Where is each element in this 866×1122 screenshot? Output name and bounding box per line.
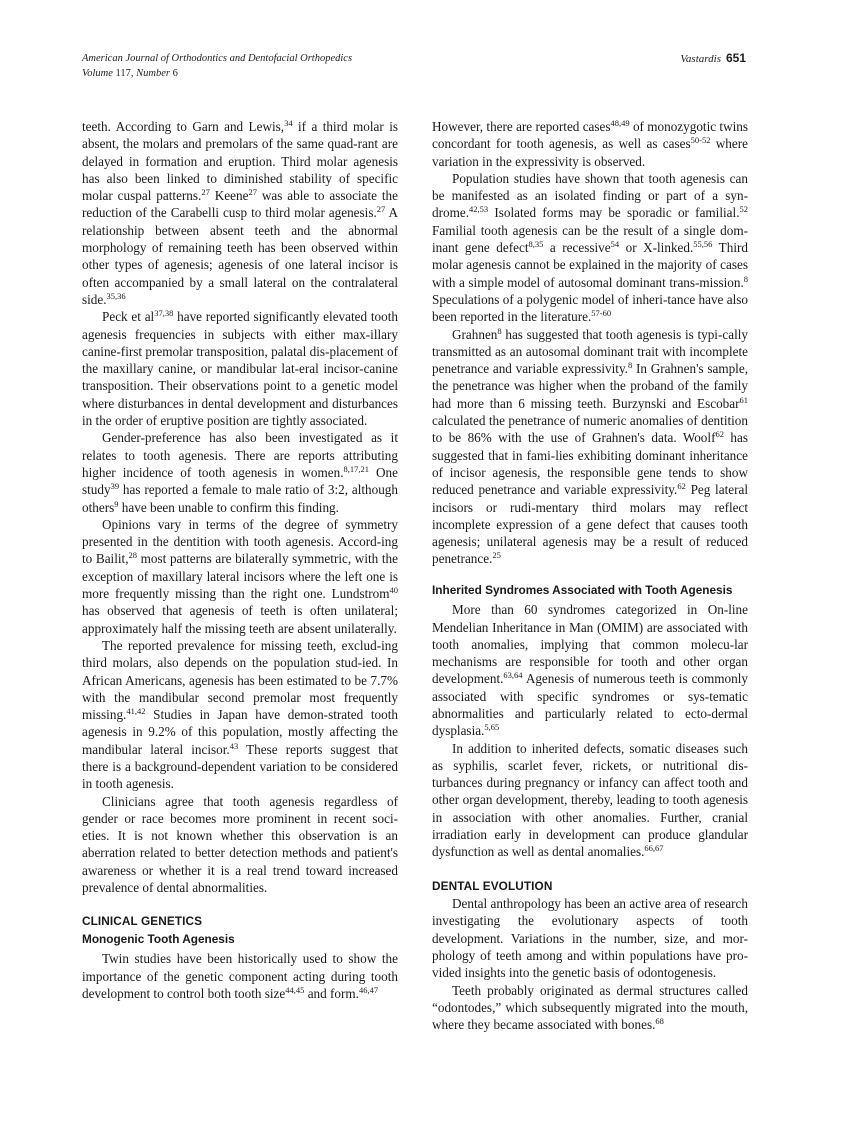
- subsection-heading-inherited-syndromes: Inherited Syndromes Associated with Tooth Agenesis: [432, 582, 733, 597]
- paragraph: However, there are reported cases$^{48,49}$ of monozygotic twins concordant for tooth agenesis, as well as cases$^{50-52}$ where variation in the expressivity is observed.: [432, 118, 748, 169]
- paragraph: Opinions vary in terms of the degree of symmetry presented in the dentition with tooth agenesis. Accord-ing to Bailit,$^{28}$ most patterns are bilaterally symmetric, with the exception of maxillary lateral incisors where the left one is more frequently missing than the right one. Lundstrom$^{40}$ has observed that agenesis of teeth is often unilateral; approximately half the missing teeth are absent unilaterally.: [82, 516, 398, 636]
- right-column: [432, 118, 748, 1034]
- running-header: [82, 51, 746, 81]
- paragraph: Dental anthropology has been an active area of research investigating the evolutionary aspects of tooth development. Variations in the number, size, and mor-phology of teeth among and within populations have pro-vided insights into the genetic basis of odontogenesis.: [432, 896, 748, 981]
- journal-title: American Journal of Orthodontics and Dentofacial Orthopedics: [82, 53, 353, 64]
- paragraph: Peck et al$^{37,38}$ have reported significantly elevated tooth agenesis frequencies in subjects with either max-illary canine-first premolar transposition, palatal dis-placement of the maxillary canine, or mandibular lat-eral incisor-canine transposition. Their observations point to a genetic model where disturbances in dental development and disturbances in the order of eruptive position are tightly associated.: [82, 308, 398, 429]
- page-number: 651: [725, 51, 746, 65]
- paragraph: Population studies have shown that tooth agenesis can be manifested as an isolated finding or part of a syn-drome.$^{42,53}$ Isolated forms may be sporadic or familial.$^{52}$ Familial tooth agenesis can be the result of a single dom-inant gene defect$^{8,35}$ a recessive$^{54}$ or X-linked.$^{55,56}$ Third molar agenesis cannot be explained in the majority of cases with a simple model of autosomal dominant trans-mission.$^8$ Speculations of a polygenic model of inheri-tance have also been reported in the literature.$^{57-60}$: [432, 170, 748, 325]
- subsection-heading-monogenic: Monogenic Tooth Agenesis: [82, 931, 235, 946]
- paragraph: Gender-preference has also been investigated as it relates to tooth agenesis. There are reports attributing higher incidence of tooth agenesis in women.$^{8,17,21}$ One study$^{39}$ has reported a female to male ratio of 3:2, although others$^9$ have been unable to confirm this finding.: [82, 430, 398, 515]
- volume-issue: Volume 117, Number 6: [82, 68, 178, 79]
- section-heading-dental-evolution: DENTAL EVOLUTION: [432, 878, 553, 893]
- paragraph: Twin studies have been historically used to show the importance of the genetic component acting during tooth development to control both tooth size$^{44,45}$ and form.$^{46,47}$: [82, 951, 398, 1001]
- paragraph: Teeth probably originated as dermal structures called “odontodes,” which subsequently migrated into the mouth, where they became associated with bones.$^{68}$: [432, 982, 748, 1033]
- paragraph: In addition to inherited defects, somatic diseases such as syphilis, scarlet fever, rickets, or nutritional dis-turbances during pregnancy or infancy can affect tooth and other organ development, thereby, leading to tooth agenesis in association with other anomalies. Further, cranial irradiation early in development can produce glandular dysfunction as well as dental anomalies.$^{66,67}$: [432, 740, 748, 860]
- paragraph: Grahnen$^8$ has suggested that tooth agenesis is typi-cally transmitted as an autosomal dominant trait with incomplete penetrance and variable expressivity.$^8$ In Grahnen's sample, the penetrance was higher when the proband of the family had more than 6 missing teeth. Burzynski and Escobar$^{61}$ calculated the penetrance of numeric anomalies of dentition to be 86% with the use of Grahnen's data. Woolf$^{62}$ has suggested that in fami-lies exhibiting dominant inheritance of incisor agenesis, the responsible gene tends to show reduced penetrance and variable expressivity.$^{62}$ Peg lateral incisors or rudi-mentary third molars may reflect incomplete expression of a gene defect that causes tooth agenesis; unilateral agenesis may be a result of reduced penetrance.$^{25}$: [432, 325, 749, 567]
- author-name: Vastardis: [680, 53, 721, 65]
- paragraph: Clinicians agree that tooth agenesis regardless of gender or race becomes more prominent in recent soci-eties. It is not known whether this observation is an aberration related to better detection methods and patient's awareness or whether it is a real trend toward increased prevalence of dental abnormalities.: [82, 793, 398, 896]
- paragraph: The reported prevalence for missing teeth, exclud-ing third molars, also depends on the population stud-ied. In African Americans, agenesis has been estimated to be 7.7% with the mandibular second premolar most frequently missing.$^{41,42}$ Studies in Japan have demon-strated tooth agenesis in 9.2% of this population, mostly affecting the mandibular lateral incisor.$^{43}$ These reports suggest that there is a background-dependent variation to be considered in tooth agenesis.: [82, 637, 398, 792]
- left-column: [82, 118, 398, 1002]
- paragraph: More than 60 syndromes categorized in On-line Mendelian Inheritance in Man (OMIM) are associated with tooth anomalies, implying that common molecu-lar mechanisms are responsible for tooth and other organ development.$^{63,64}$ Agenesis of numerous teeth is commonly associated with specific syndromes or sys-tematic abnormalities and particularly related to ecto-dermal dysplasia.$^{5,65}$: [432, 602, 748, 739]
- section-heading-clinical-genetics: CLINICAL GENETICS: [82, 914, 203, 929]
- paragraph: teeth. According to Garn and Lewis,$^{34}$ if a third molar is absent, the molars and premolars of the same quad-rant are delayed in formation and eruption. Third molar agenesis has also been linked to diminished stability of specific molar cuspal patterns.$^{27}$ Keene$^{27}$ was able to associate the reduction of the Carabelli cusp to third molar agenesis.$^{27}$ A relationship between absent teeth and the abnormal morphology of remaining teeth has been observed within other types of agenesis; agenesis of one lateral incisor is often accompanied by a small lateral on the contralateral side.$^{35,36}$: [82, 118, 399, 307]
- author-page: [680, 51, 746, 67]
